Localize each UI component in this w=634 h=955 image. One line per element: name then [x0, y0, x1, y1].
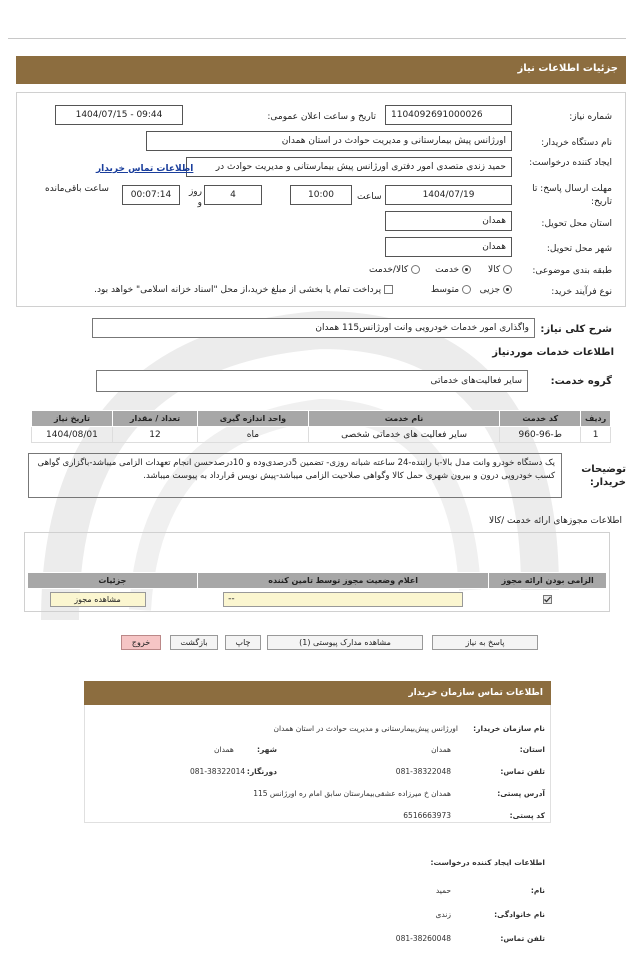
need-number-field[interactable]: 1104092691000026 [385, 105, 512, 125]
contact-org-value: اورژانس پیش‌بیمارستانی و مدیریت حوادث در استان همدان [273, 724, 458, 733]
remaining-time-label: ساعت باقی‌مانده [45, 184, 109, 194]
creator-name-label: نام: [530, 886, 545, 895]
province-label: استان محل تحویل: [541, 219, 612, 229]
contact-phone-label: تلفن تماس: [500, 767, 545, 776]
buyer-contact-link[interactable]: اطلاعات تماس خریدار [96, 164, 194, 174]
deadline-time-label: ساعت [357, 192, 382, 202]
permits-title: اطلاعات مجوزهای ارائه خدمت /کالا [488, 516, 622, 526]
buyer-field[interactable]: اورژانس پیش بیمارستانی و مدیریت حوادث در استان همدان [146, 131, 512, 151]
province-field[interactable]: همدان [385, 211, 512, 231]
contact-province-label: استان: [519, 745, 545, 754]
attachments-button[interactable]: مشاهده مدارک پیوستی (1) [267, 635, 423, 650]
page-title: جزئیات اطلاعات نیاز [517, 63, 618, 74]
need-number-label: شماره نیاز: [569, 112, 612, 122]
announce-label: تاریخ و ساعت اعلان عمومی: [267, 112, 376, 122]
cell-row: 1 [581, 427, 611, 443]
cell-name: سایر فعالیت های خدماتی شخصی [308, 427, 500, 443]
service-group-label: گروه خدمت: [550, 376, 612, 387]
reply-button[interactable]: پاسخ به نیاز [432, 635, 538, 650]
col-permit-required: الزامی بودن ارائه مجوز [489, 573, 607, 589]
creator-name-value: حمید [435, 886, 451, 895]
notes-label: توضیحات خریدار: [581, 464, 626, 488]
category-option-goods[interactable]: کالا [488, 265, 512, 275]
contact-fax-label: دورنگار: [246, 767, 277, 776]
table-row [28, 589, 607, 611]
exit-button[interactable]: خروج [121, 635, 161, 650]
col-unit: واحد اندازه گیری [198, 411, 309, 427]
deadline-date-field[interactable]: 1404/07/19 [385, 185, 512, 205]
col-permit-status: اعلام وضعیت مجوز توسط تامین کننده [197, 573, 489, 589]
contact-province-value: همدان [431, 745, 451, 754]
col-row: ردیف [581, 411, 611, 427]
cell-date: 1404/08/01 [32, 427, 113, 443]
col-quantity: تعداد / مقدار [112, 411, 197, 427]
permit-status-cell [197, 589, 489, 611]
col-permit-details: جزئیات [28, 573, 198, 589]
permit-required-cell [489, 589, 607, 611]
deadline-label: مهلت ارسال پاسخ: تا تاریخ: [532, 184, 612, 207]
summary-field[interactable]: واگذاری امور خدمات خودرویی وانت اورژانس115 همدان [92, 318, 535, 338]
print-button[interactable]: چاپ [225, 635, 261, 650]
permit-status-field[interactable]: -- [223, 592, 463, 607]
category-option-both[interactable]: کالا/خدمت [369, 265, 420, 275]
treasury-payment-checkbox[interactable] [384, 285, 393, 294]
process-minor-radio[interactable] [503, 285, 512, 294]
process-option-minor[interactable]: جزیی [480, 285, 512, 295]
contact-header: اطلاعات تماس سازمان خریدار [84, 681, 551, 705]
days-field[interactable]: 4 [204, 185, 262, 205]
cell-quantity: 12 [112, 427, 197, 443]
creator-info-header: اطلاعات ایجاد کننده درخواست: [430, 858, 545, 867]
permits-table [27, 572, 607, 611]
creator-phone-label: تلفن تماس: [500, 934, 545, 943]
remaining-time-field[interactable]: 00:07:14 [122, 185, 180, 205]
col-name: نام خدمت [308, 411, 500, 427]
cell-unit: ماه [198, 427, 309, 443]
permits-table-header [28, 573, 607, 589]
contact-org-label: نام سازمان خریدار: [473, 724, 545, 733]
contact-postal-label: کد پستی: [509, 811, 545, 820]
creator-family-label: نام خانوادگی: [494, 910, 545, 919]
category-label: طبقه بندی موضوعی: [532, 266, 612, 276]
contact-postal-value: 6516663973 [403, 811, 451, 820]
notes-field[interactable]: یک دستگاه خودرو وانت مدل بالا-با راننده-24 ساعته شبانه روزی- تضمین 5درصدی‌وده و 10درصدحسن انجام تعهدات الزامی میباشد-باگزاری گواهی کسب خودرویی درون و بیرون شهری حمل کالا وگواهی صلاحیت الزامی میباشد-پیش نویس قرارداد به پیوست میباشد. [28, 453, 562, 498]
announce-field[interactable]: 1404/07/15 - 09:44 [55, 105, 183, 125]
services-table-header [32, 411, 611, 427]
col-date: تاریخ نیاز [32, 411, 113, 427]
treasury-payment-option[interactable]: پرداخت تمام یا بخشی از مبلغ خرید،از محل "اسناد خزانه اسلامی" خواهد بود. [94, 285, 393, 295]
category-both-radio[interactable] [411, 265, 420, 274]
contact-fax-value: 081-38322014 [190, 767, 246, 776]
summary-label: شرح کلی نیاز: [540, 324, 612, 335]
creator-phone-value: 081-38260048 [395, 934, 451, 943]
buyer-label: نام دستگاه خریدار: [541, 138, 612, 148]
city-label: شهر محل تحویل: [546, 244, 612, 254]
back-button[interactable]: بازگشت [170, 635, 218, 650]
view-permit-button[interactable]: مشاهده مجوز [50, 592, 146, 607]
days-label: روز و [188, 187, 202, 208]
col-code: کد خدمت [500, 411, 581, 427]
process-label: نوع فرآیند خرید: [551, 287, 612, 297]
contact-city-label: شهر: [257, 745, 277, 754]
creator-family-value: زندی [435, 910, 451, 919]
service-group-field[interactable]: سایر فعالیت‌های خدماتی [96, 370, 528, 392]
category-goods-radio[interactable] [503, 265, 512, 274]
city-field[interactable]: همدان [385, 237, 512, 257]
top-divider [8, 38, 626, 39]
creator-field[interactable]: حمید زندی متصدی امور دفتری اورژانس پیش بیمارستانی و مدیریت حوادث در [186, 157, 512, 177]
deadline-time-field[interactable]: 10:00 [290, 185, 352, 205]
contact-address-label: آدرس پستی: [497, 789, 545, 798]
permit-details-cell [28, 589, 198, 611]
process-medium-radio[interactable] [462, 285, 471, 294]
contact-panel [84, 705, 551, 823]
process-option-medium[interactable]: متوسط [431, 285, 471, 295]
contact-phone-value: 081-38322048 [395, 767, 451, 776]
creator-label: ایجاد کننده درخواست: [529, 158, 612, 168]
category-option-service[interactable]: خدمت [435, 265, 471, 275]
contact-city-value: همدان [214, 745, 234, 754]
permit-required-checkbox[interactable] [543, 595, 552, 604]
category-service-radio[interactable] [462, 265, 471, 274]
cell-code: ط-96-960 [500, 427, 581, 443]
contact-address-value: همدان خ میرزاده عشقی‌بیمارستان سابق امام ره اورژانس 115 [253, 789, 451, 798]
services-table [31, 410, 611, 443]
table-row[interactable] [32, 427, 611, 443]
page-header [16, 56, 626, 84]
services-header: اطلاعات خدمات موردنیاز [492, 347, 614, 358]
checkmark-icon [543, 595, 552, 604]
